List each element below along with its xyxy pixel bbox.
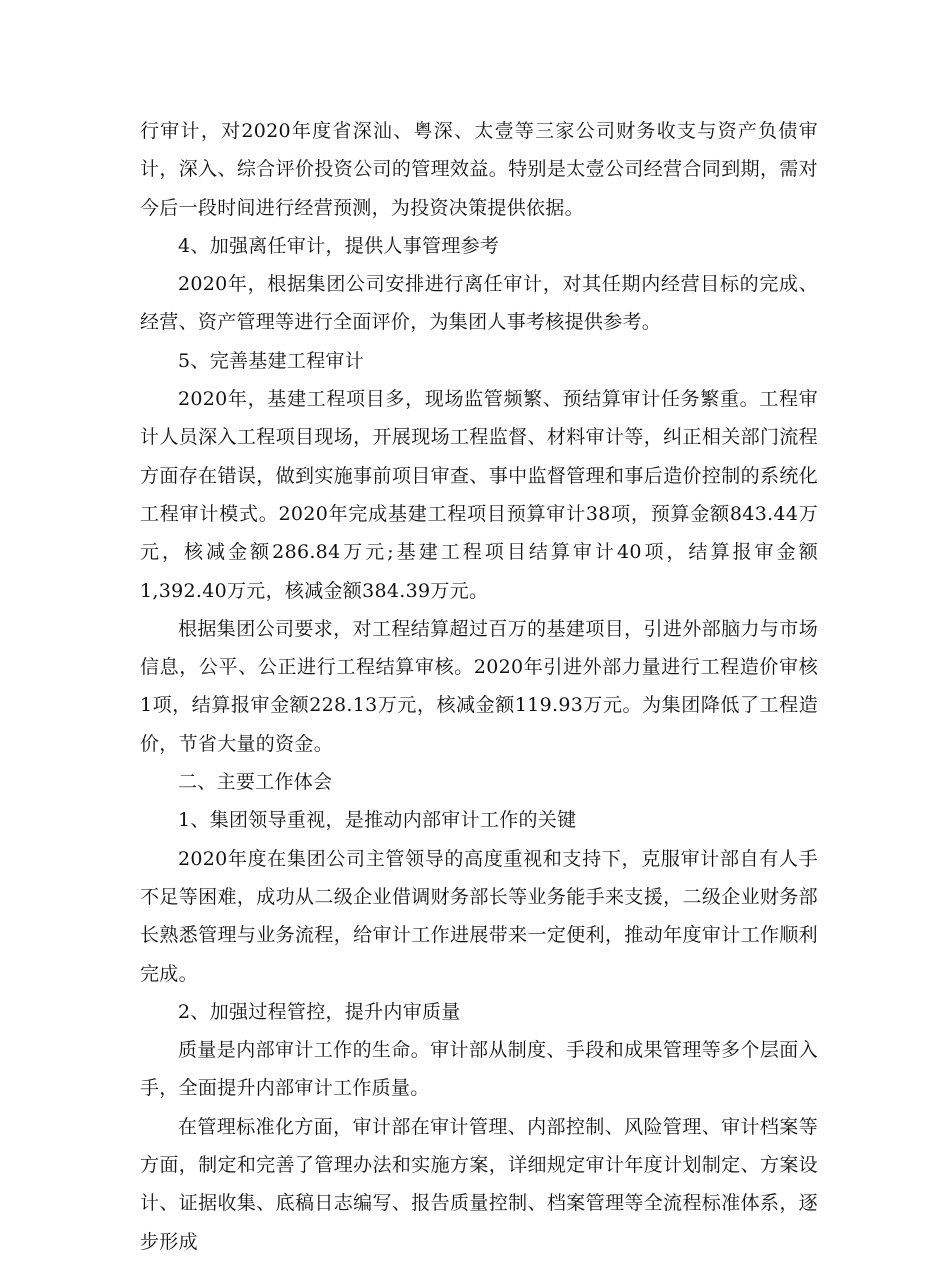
section-heading-2: 2、加强过程管控，提升内审质量 (178, 1000, 461, 1023)
paragraph: 2020年度在集团公司主管领导的高度重视和支持下，克服审计部自有人手不足等困难，成功从二级企业借调财务部长等业务能手来支援，二级企业财务部长熟悉管理与业务流程，给审计工作进展带来一定便利，推动年度审计工作顺利完成。 (140, 847, 818, 985)
section-heading-4: 4、加强离任审计，提供人事管理参考 (178, 234, 500, 257)
paragraph: 在管理标准化方面，审计部在审计管理、内部控制、风险管理、审计档案等方面，制定和完善了管理办法和实施方案，详细规定审计年度计划制定、方案设计、证据收集、底稿日志编写、报告质量控制、档案管理等全流程标准体系，逐步形成 (140, 1115, 818, 1253)
paragraph: 质量是内部审计工作的生命。审计部从制度、手段和成果管理等多个层面入手，全面提升内部审计工作质量。 (140, 1039, 818, 1100)
section-heading-5: 5、完善基建工程审计 (178, 349, 365, 372)
paragraph: 2020年，基建工程项目多，现场监管频繁、预结算审计任务繁重。工程审计人员深入工程项目现场，开展现场工程监督、材料审计等，纠正相关部门流程方面存在错误，做到实施事前项目审查、事中监督管理和事后造价控制的系统化工程审计模式。2020年完成基建工程项目预算审计38项，预算金额843.44万元，核减金额286.84万元;基建工程项目结算审计40项，结算报审金额1,392.40万元，核减金额384.39万元。 (140, 388, 818, 602)
chapter-heading-2: 二、主要工作体会 (178, 771, 333, 794)
document-body (140, 112, 818, 1261)
paragraph: 2020年，根据集团公司安排进行离任审计，对其任期内经营目标的完成、经营、资产管理等进行全面评价，为集团人事考核提供参考。 (140, 273, 818, 334)
paragraph-continuation: 行审计，对2020年度省深汕、粤深、太壹等三家公司财务收支与资产负债审计，深入、综合评价投资公司的管理效益。特别是太壹公司经营合同到期，需对今后一段时间进行经营预测，为投资决策提供依据。 (140, 120, 818, 219)
paragraph: 根据集团公司要求，对工程结算超过百万的基建项目，引进外部脑力与市场信息，公平、公正进行工程结算审核。2020年引进外部力量进行工程造价审核1项，结算报审金额228.13万元，核减金额119.93万元。为集团降低了工程造价，节省大量的资金。 (140, 617, 818, 755)
section-heading-1: 1、集团领导重视，是推动内部审计工作的关键 (178, 809, 577, 832)
